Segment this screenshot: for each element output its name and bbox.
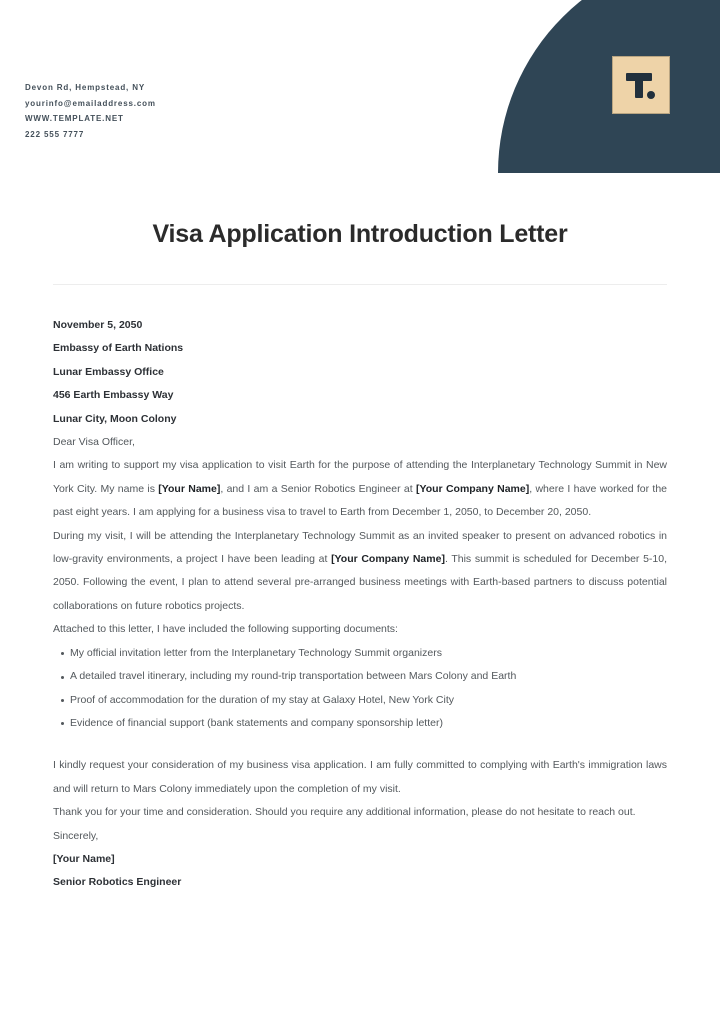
placeholder-your-name-1: [Your Name] [158,482,221,495]
contact-address: Devon Rd, Hempstead, NY [25,83,146,92]
list-item: A detailed travel itinerary, including my round-trip transportation between Mars Colony and Earth [53,665,667,688]
logo-dot [647,91,655,99]
brand-logo [612,56,670,114]
paragraph-one-part-2: , and I am a Senior Robotics Engineer at [220,482,416,495]
paragraph-one [53,454,667,524]
signature-title: Senior Robotics Engineer [53,876,182,889]
recipient-city: Lunar City, Moon Colony [53,412,177,425]
recipient-street: 456 Earth Embassy Way [53,389,174,402]
attachments-intro: Attached to this letter, I have included the following supporting documents: [53,623,398,636]
list-item: Proof of accommodation for the duration of my stay at Galaxy Hotel, New York City [53,689,667,712]
contact-info-block [25,80,156,142]
page-title: Visa Application Introduction Letter [152,220,568,248]
paragraph-four: Thank you for your time and consideration. Should you require any additional information, please do not hesitate to reach out. [53,806,636,819]
placeholder-company-name-2: [Your Company Name] [331,553,445,566]
letter-body [0,285,720,895]
contact-website: WWW.TEMPLATE.NET [25,114,124,123]
paragraph-three: I kindly request your consideration of my business visa application. I am fully committed to complying with Earth's immigration laws and will return to Mars Colony immediately upon the completion of my visit. [53,759,667,795]
paragraph-one-part-3: , where I have worked for the past eight years. I am applying for a business visa to travel to Earth from December 1, 2050, to December 20, 2050. [53,482,668,519]
attachments-list [53,642,667,736]
signature-name: [Your Name] [53,852,115,865]
salutation: Dear Visa Officer, [53,436,135,449]
paragraph-one-part-1: I am writing to support my visa application to visit Earth for the purpose of attending the Interplanetary Technology Summit in New York City. My name is [53,459,667,495]
recipient-address-block [53,314,667,431]
list-item: My official invitation letter from the Interplanetary Technology Summit organizers [53,642,667,665]
paragraph-spacer [53,735,667,754]
closing-salutation: Sincerely, [53,829,99,842]
paragraph-two-part-2: . This summit is scheduled for December 5-10, 2050. Following the event, I plan to attend several pre-arranged business meetings with Earth-based partners to discuss potential collaborations on future robotics projects. [53,553,668,612]
paragraph-two-part-1: During my visit, I will be attending the Interplanetary Technology Summit as an invited speaker to present on advanced robotics in low-gravity environments, a project I have been leading at [53,529,667,566]
logo-t-stem [635,73,643,98]
contact-email: yourinfo@emailaddress.com [25,98,156,108]
paragraph-two [53,525,667,619]
contact-phone: 222 555 7777 [25,129,85,139]
recipient-org: Embassy of Earth Nations [53,342,184,355]
header-curve-shape [498,0,720,173]
logo-t-icon [626,70,656,100]
letter-date: November 5, 2050 [53,319,143,331]
list-item: Evidence of financial support (bank statements and company sponsorship letter) [53,712,667,735]
letterhead-header [0,0,720,182]
placeholder-company-name-1: [Your Company Name] [416,482,530,495]
recipient-office: Lunar Embassy Office [53,365,164,378]
